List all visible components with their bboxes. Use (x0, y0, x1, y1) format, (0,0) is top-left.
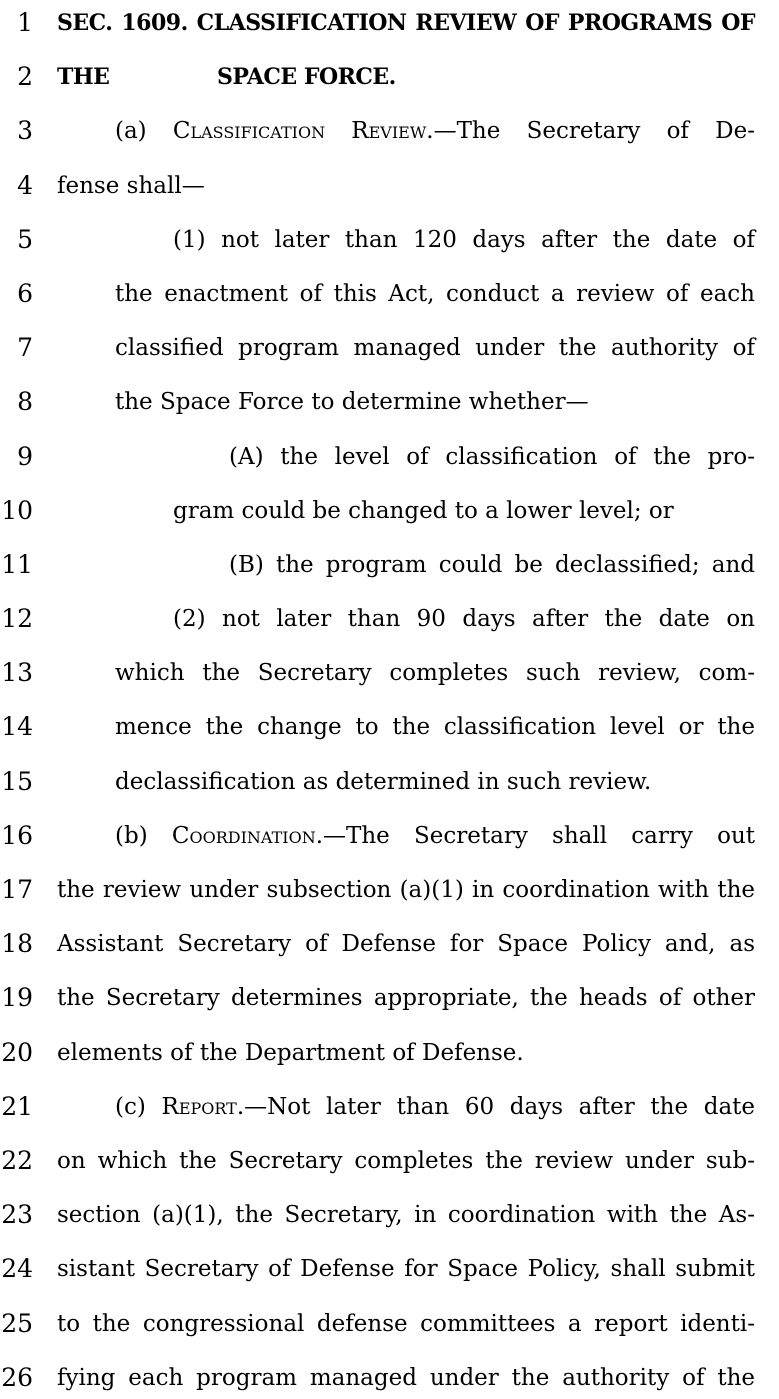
line-text (173, 484, 755, 538)
line-text (57, 1026, 755, 1080)
text-segment: the Space Force to determine whether— (115, 389, 589, 416)
document-line (0, 267, 779, 321)
text-segment: the Secretary determines appropriate, the heads of other (57, 985, 755, 1012)
text-segment: to the congressional defense committees a report identi- (57, 1310, 755, 1337)
line-text (57, 971, 755, 1025)
text-segment: fense shall— (57, 172, 205, 199)
line-number: 16 (1, 820, 33, 850)
line-text (115, 321, 755, 375)
line-text (115, 809, 755, 863)
document-line (0, 863, 779, 917)
document-line (0, 809, 779, 863)
document-line (0, 1080, 779, 1134)
document-line (0, 430, 779, 484)
text-segment: the review under subsection (a)(1) in coordination with the (57, 877, 755, 903)
text-segment: (1) not later than 120 days after the date of (173, 226, 755, 253)
line-number: 10 (1, 495, 33, 525)
document-line (0, 971, 779, 1025)
document-line (0, 104, 779, 158)
document-line (0, 1297, 779, 1351)
document-line (0, 538, 779, 592)
line-text (229, 430, 755, 484)
document-line (0, 755, 779, 809)
line-text (115, 646, 755, 700)
text-segment: (c) (115, 1093, 162, 1120)
text-segment: declassification as determined in such review. (115, 768, 652, 795)
text-segment: (b) (115, 822, 172, 849)
line-text (173, 213, 755, 267)
text-segment: SEC. 1609. CLASSIFICATION REVIEW OF PROGRAMS OF THE (57, 10, 755, 91)
text-segment: SPACE FORCE. (217, 64, 396, 91)
line-number: 12 (1, 604, 33, 634)
line-number: 26 (1, 1362, 33, 1392)
text-segment: the enactment of this Act, conduct a review of each (115, 280, 755, 307)
line-number: 11 (1, 549, 33, 579)
line-text (115, 1080, 755, 1134)
line-number: 19 (1, 983, 33, 1013)
document-line (0, 321, 779, 375)
line-text (57, 1297, 755, 1351)
small-caps-segment: Coordination (171, 822, 316, 849)
text-segment: section (a)(1), the Secretary, in coordination with the As- (57, 1202, 755, 1229)
document-line (0, 646, 779, 700)
line-text (57, 1188, 755, 1242)
text-segment: classified program managed under the authority of (115, 335, 755, 362)
line-number: 2 (17, 62, 33, 92)
line-text (115, 755, 755, 809)
line-text (57, 159, 755, 213)
line-text (57, 917, 755, 971)
text-segment: .—The Secretary of De- (426, 118, 755, 145)
text-segment: (B) the program could be declassified; and (229, 551, 755, 578)
document-line (0, 159, 779, 213)
line-number: 22 (1, 1145, 33, 1175)
line-number: 14 (1, 712, 33, 742)
line-number: 1 (17, 8, 33, 37)
line-number: 3 (17, 116, 33, 146)
document-line (0, 1188, 779, 1242)
line-text (57, 1242, 755, 1296)
document-line (0, 375, 779, 429)
line-number: 9 (17, 441, 33, 471)
line-number: 8 (17, 387, 33, 417)
line-number: 23 (1, 1200, 33, 1230)
line-number: 5 (17, 224, 33, 254)
line-text (173, 592, 755, 646)
line-number: 25 (1, 1308, 33, 1338)
line-text (115, 267, 755, 321)
document-line (0, 1242, 779, 1296)
document-line (0, 1026, 779, 1080)
document-line (0, 917, 779, 971)
text-segment: gram could be changed to a lower level; or (173, 497, 674, 524)
document-line (0, 592, 779, 646)
small-caps-segment: Classification Review (172, 118, 427, 145)
line-text (229, 538, 755, 592)
line-number: 21 (1, 1091, 33, 1121)
line-number: 7 (17, 333, 33, 363)
text-segment: sistant Secretary of Defense for Space Policy, shall submit (57, 1256, 755, 1283)
line-number: 20 (1, 1037, 33, 1067)
line-number: 4 (17, 170, 33, 200)
text-segment: elements of the Department of Defense. (57, 1039, 524, 1066)
text-segment: which the Secretary completes such review, com- (115, 660, 755, 687)
document-line (0, 700, 779, 754)
line-number: 24 (1, 1254, 33, 1284)
text-segment: fying each program managed under the authority of the (57, 1364, 755, 1391)
text-segment: .—The Secretary shall carry out (315, 822, 755, 849)
text-segment: Assistant Secretary of Defense for Space Policy and, as (57, 931, 755, 958)
text-segment: mence the change to the classification level or the (115, 714, 755, 741)
text-segment: on which the Secretary completes the review under sub- (57, 1147, 755, 1174)
line-text (57, 1351, 755, 1399)
small-caps-segment: Report (161, 1093, 237, 1120)
text-segment: (A) the level of classification of the pro- (229, 443, 755, 470)
text-segment: .—Not later than 60 days after the date (236, 1093, 756, 1120)
line-number: 17 (1, 875, 33, 904)
text-segment: (2) not later than 90 days after the date on (173, 606, 755, 633)
line-text (57, 1134, 755, 1188)
document-line (0, 1351, 779, 1399)
text-segment: (a) (115, 118, 173, 145)
section-heading-text (217, 50, 755, 104)
document-line (0, 484, 779, 538)
line-number: 6 (17, 278, 33, 308)
line-number: 15 (1, 766, 33, 796)
document-line (0, 213, 779, 267)
line-text (57, 863, 755, 917)
line-text (115, 104, 755, 158)
document-line (0, 1134, 779, 1188)
document-line (0, 50, 779, 104)
line-number: 13 (1, 658, 33, 688)
line-text (115, 700, 755, 754)
line-text (115, 375, 755, 429)
line-number: 18 (1, 929, 33, 959)
